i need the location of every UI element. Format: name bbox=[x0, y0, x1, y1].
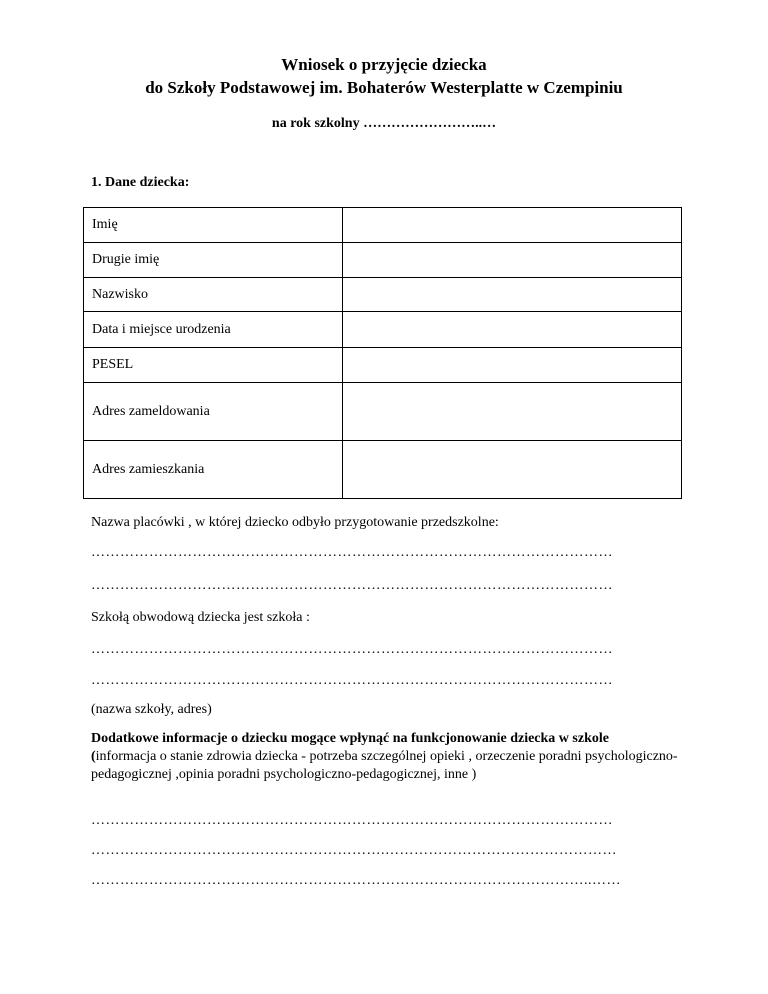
second-name-field[interactable] bbox=[343, 243, 682, 278]
table-row bbox=[84, 348, 682, 383]
table-row bbox=[84, 243, 682, 278]
first-name-field[interactable] bbox=[343, 208, 682, 243]
table-row bbox=[84, 278, 682, 312]
school-year-label: na rok szkolny ……………………..… bbox=[271, 116, 497, 131]
additional-info-block bbox=[91, 730, 681, 784]
row-label-surname: Nazwisko bbox=[84, 278, 343, 312]
additional-fill-line-2[interactable]: …………………………………………………….………………………………………… bbox=[91, 843, 617, 858]
preschool-fill-line-1[interactable]: ……………………………………………………………………………………………… bbox=[91, 545, 613, 560]
registered-address-field[interactable] bbox=[343, 383, 682, 441]
row-label-birth-date-place: Data i miejsce urodzenia bbox=[84, 312, 343, 348]
district-school-label: Szkołą obwodową dziecka jest szkoła : bbox=[91, 610, 310, 625]
child-data-table bbox=[83, 207, 682, 499]
row-label-first-name: Imię bbox=[84, 208, 343, 243]
additional-info-description: informacja o stanie zdrowia dziecka - potrzeba szczególnej opieki , orzeczenie poradni psychologiczno-pedagogicznej ,opinia poradni psychologiczno-pedagogicznej, inne ) bbox=[91, 749, 678, 782]
row-label-second-name: Drugie imię bbox=[84, 243, 343, 278]
table-row bbox=[84, 383, 682, 441]
residence-address-field[interactable] bbox=[343, 441, 682, 499]
preschool-label: Nazwa placówki , w której dziecko odbyło przygotowanie przedszkolne: bbox=[91, 515, 499, 530]
row-label-residence-address: Adres zamieszkania bbox=[84, 441, 343, 499]
district-school-hint: (nazwa szkoły, adres) bbox=[91, 702, 212, 717]
district-school-fill-line-2[interactable]: ……………………………………………………………………………………………… bbox=[91, 673, 613, 688]
district-school-fill-line-1[interactable]: ……………………………………………………………………………………………… bbox=[91, 642, 613, 657]
additional-fill-line-3[interactable]: …………………………………………………………………………………………..…… bbox=[91, 873, 621, 888]
section-child-data-heading: 1. Dane dziecka: bbox=[91, 175, 190, 190]
row-label-pesel: PESEL bbox=[84, 348, 343, 383]
pesel-field[interactable] bbox=[343, 348, 682, 383]
form-title-line2: do Szkoły Podstawowej im. Bohaterów Westerplatte w Czempiniu bbox=[145, 78, 623, 97]
row-label-registered-address: Adres zameldowania bbox=[84, 383, 343, 441]
table-row bbox=[84, 441, 682, 499]
additional-info-paren: ( bbox=[91, 749, 96, 764]
surname-field[interactable] bbox=[343, 278, 682, 312]
birth-date-place-field[interactable] bbox=[343, 312, 682, 348]
additional-info-heading: Dodatkowe informacje o dziecku mogące wpłynąć na funkcjonowanie dziecka w szkole bbox=[91, 731, 609, 746]
table-row bbox=[84, 312, 682, 348]
additional-fill-line-1[interactable]: ……………………………………………………………………………………………… bbox=[91, 813, 613, 828]
table-row bbox=[84, 208, 682, 243]
preschool-fill-line-2[interactable]: ……………………………………………………………………………………………… bbox=[91, 578, 613, 593]
form-title-line1: Wniosek o przyjęcie dziecka bbox=[281, 55, 487, 74]
